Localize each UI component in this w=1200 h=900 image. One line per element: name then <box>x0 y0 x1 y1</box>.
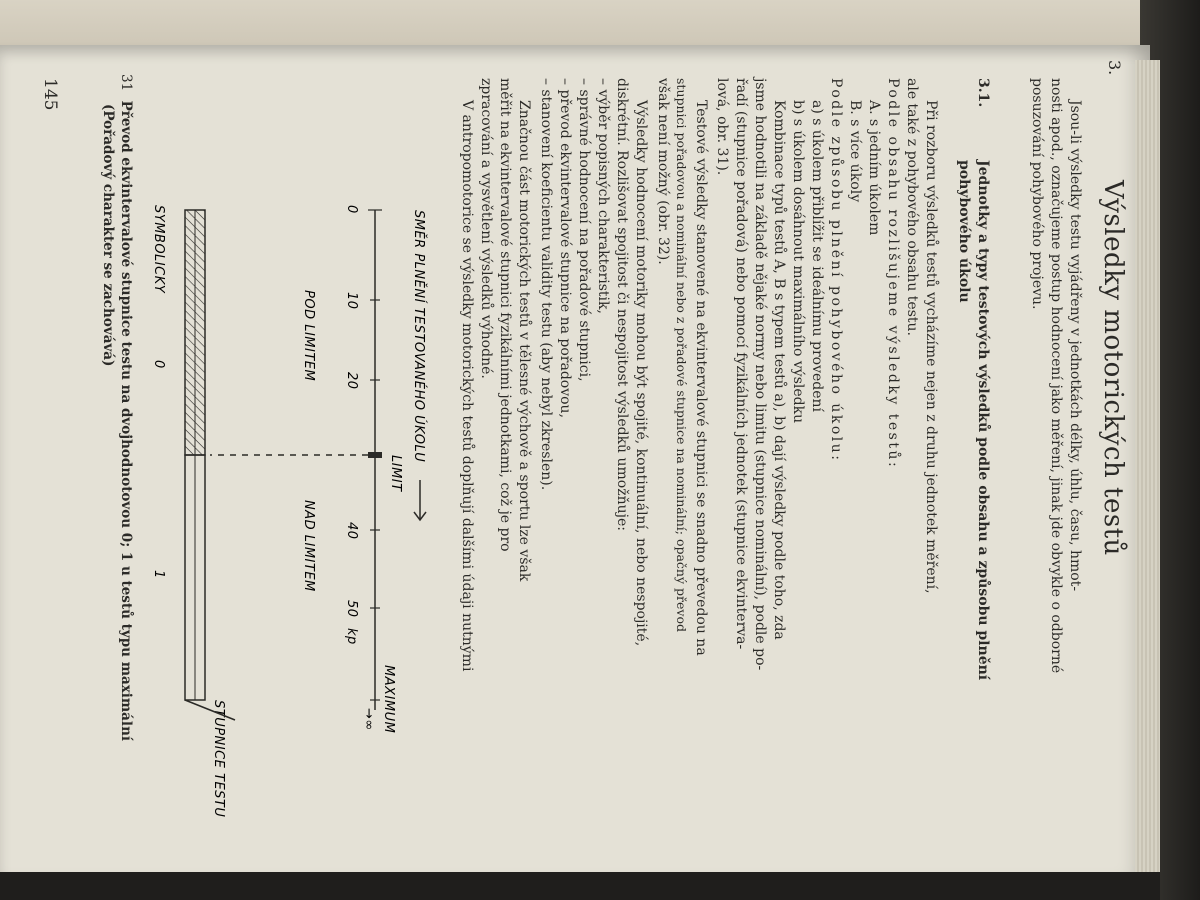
para4-line-3: zpracování a vysvětlení výsledků výhodné. <box>478 78 494 379</box>
figure-caption <box>99 74 135 741</box>
tick-label-10: 10 <box>344 292 359 310</box>
para1-line-6: Podle způsobu plnění pohybového úkolu: <box>828 78 844 463</box>
para1-line-12: lová, obr. 31). <box>714 78 730 176</box>
scale-label: STUPNICE TESTU <box>211 700 226 818</box>
para4-line-4: V antropomotorice se výsledky motorických testů doplňují dalšími údaji nutnými <box>459 100 475 672</box>
tick-label-unit: kp <box>344 628 359 645</box>
para1-line-10: jsme hodnotili na základě nějaké normy nebo limitu (stupnice nominální), podle po- <box>752 78 768 671</box>
tick-label-0: 0 <box>344 205 359 214</box>
para1-line-5: B. s více úkoly <box>847 100 863 203</box>
rotated-page-content <box>20 60 1140 870</box>
section-title-line-1: Jednotky a typy testových výsledků podle obsahu a způsobu plnění <box>975 160 991 681</box>
scale-pointer <box>185 700 235 720</box>
para1-line-4: A. s jedním úkolem <box>866 100 882 236</box>
para3-bullet-1: – výběr popisných charakteristik, <box>595 78 611 314</box>
para1-line-9: Kombinace typů testů A, B s typem testů a), b) dají výsledky podle toho, zda <box>771 100 787 640</box>
para3-line-1: Výsledky hodnocení motoriky mohou být spojité, kontinuální, nebo nespojité, <box>633 100 649 647</box>
tick-label-20: 20 <box>344 372 359 390</box>
over-limit-label: NAD LIMITEM <box>301 500 316 592</box>
para3-bullet-4: – stanovení koeficientu validity testu (aby nebyl zkreslen). <box>538 78 554 491</box>
intro-line-1: Jsou-li výsledky testu vyjádřeny v jednotkách délky, úhlu, času, hmot- <box>1067 100 1083 592</box>
para3-bullet-2: – správné hodnocení na pořadové stupnici, <box>576 78 592 382</box>
para4-line-2: měřit na ekvintervalové stupnici fyzikálními jednotkami, což je pro <box>497 78 513 552</box>
value-zero: 0 <box>151 360 166 369</box>
para4-line-1: Značnou část motorických testů v tělesné výchově a sportu lze však <box>516 100 532 582</box>
para1-line-2: ale také z pohybového obsahu testu. <box>904 78 920 336</box>
para1-line-3: Podle obsahu rozlišujeme výsledky testů: <box>885 78 901 470</box>
infinity-label: →∞ <box>361 708 376 731</box>
para1-line-7: a) s úkolem přiblížit se ideálnímu provedení <box>809 100 825 413</box>
caption-number: 31 <box>118 74 134 92</box>
para1-line-11: řadí (stupnice pořadová) nebo pomocí fyzikálních jednotek (stupnice ekvinterva- <box>733 78 749 650</box>
para2-line-3: však není možný (obr. 32). <box>655 78 671 265</box>
tick-label-50: 50 <box>344 600 359 618</box>
para1-line-8: b) s úkolem dosáhnout maximálního výsledku <box>790 100 806 424</box>
book-cover-edge <box>0 872 1160 900</box>
page-number: 145 <box>40 78 60 111</box>
direction-label: SMĚR PLNĚNÍ TESTOVANÉHO ÚKOLU <box>411 210 426 463</box>
para2-line-1: Testové výsledky stanovené na ekvintervalové stupnici se snadno převedou na <box>693 100 709 656</box>
under-limit-label: POD LIMITEM <box>301 290 316 382</box>
para1-line-1: Při rozboru výsledků testů vycházíme nejen z druhu jednotek měření, <box>923 100 939 594</box>
para3-bullet-3: – převod ekvintervalové stupnice na pořadovou, <box>557 78 573 419</box>
chapter-mark: 3. <box>1105 60 1124 76</box>
tick-label-40: 40 <box>344 522 359 540</box>
intro-line-3: posuzování pohybového projevu. <box>1029 78 1045 310</box>
page-title: Výsledky motorických testů <box>1098 180 1128 556</box>
maximum-label: MAXIMUM <box>381 665 396 734</box>
figure-31 <box>20 60 1140 870</box>
caption-line-1 <box>117 74 135 741</box>
value-one: 1 <box>151 570 166 579</box>
limit-label: LIMIT <box>388 455 403 492</box>
section-number: 3.1. <box>975 78 991 108</box>
section-title-line-2: pohybového úkolu <box>956 160 972 303</box>
symbolic-label: SYMBOLICKY <box>151 205 166 294</box>
caption-line-2: (Pořadový charakter se zachovává) <box>100 104 116 367</box>
caption-text-1: Převod ekvintervalové stupnice testu na dvojhodnotovou 0; 1 u testů typu maximální <box>118 100 134 742</box>
para2-line-2: stupnici pořadovou a nominální nebo z pořadové stupnice na nominální; opačný převod <box>674 78 689 632</box>
intro-line-2: nosti apod., označujeme postup hodnocení jako měření, jinak jde obvykle o odborné <box>1048 78 1064 674</box>
para3-line-2: diskrétní. Rozlišovat spojitost či nespojitost výsledků umožňuje: <box>614 78 630 531</box>
